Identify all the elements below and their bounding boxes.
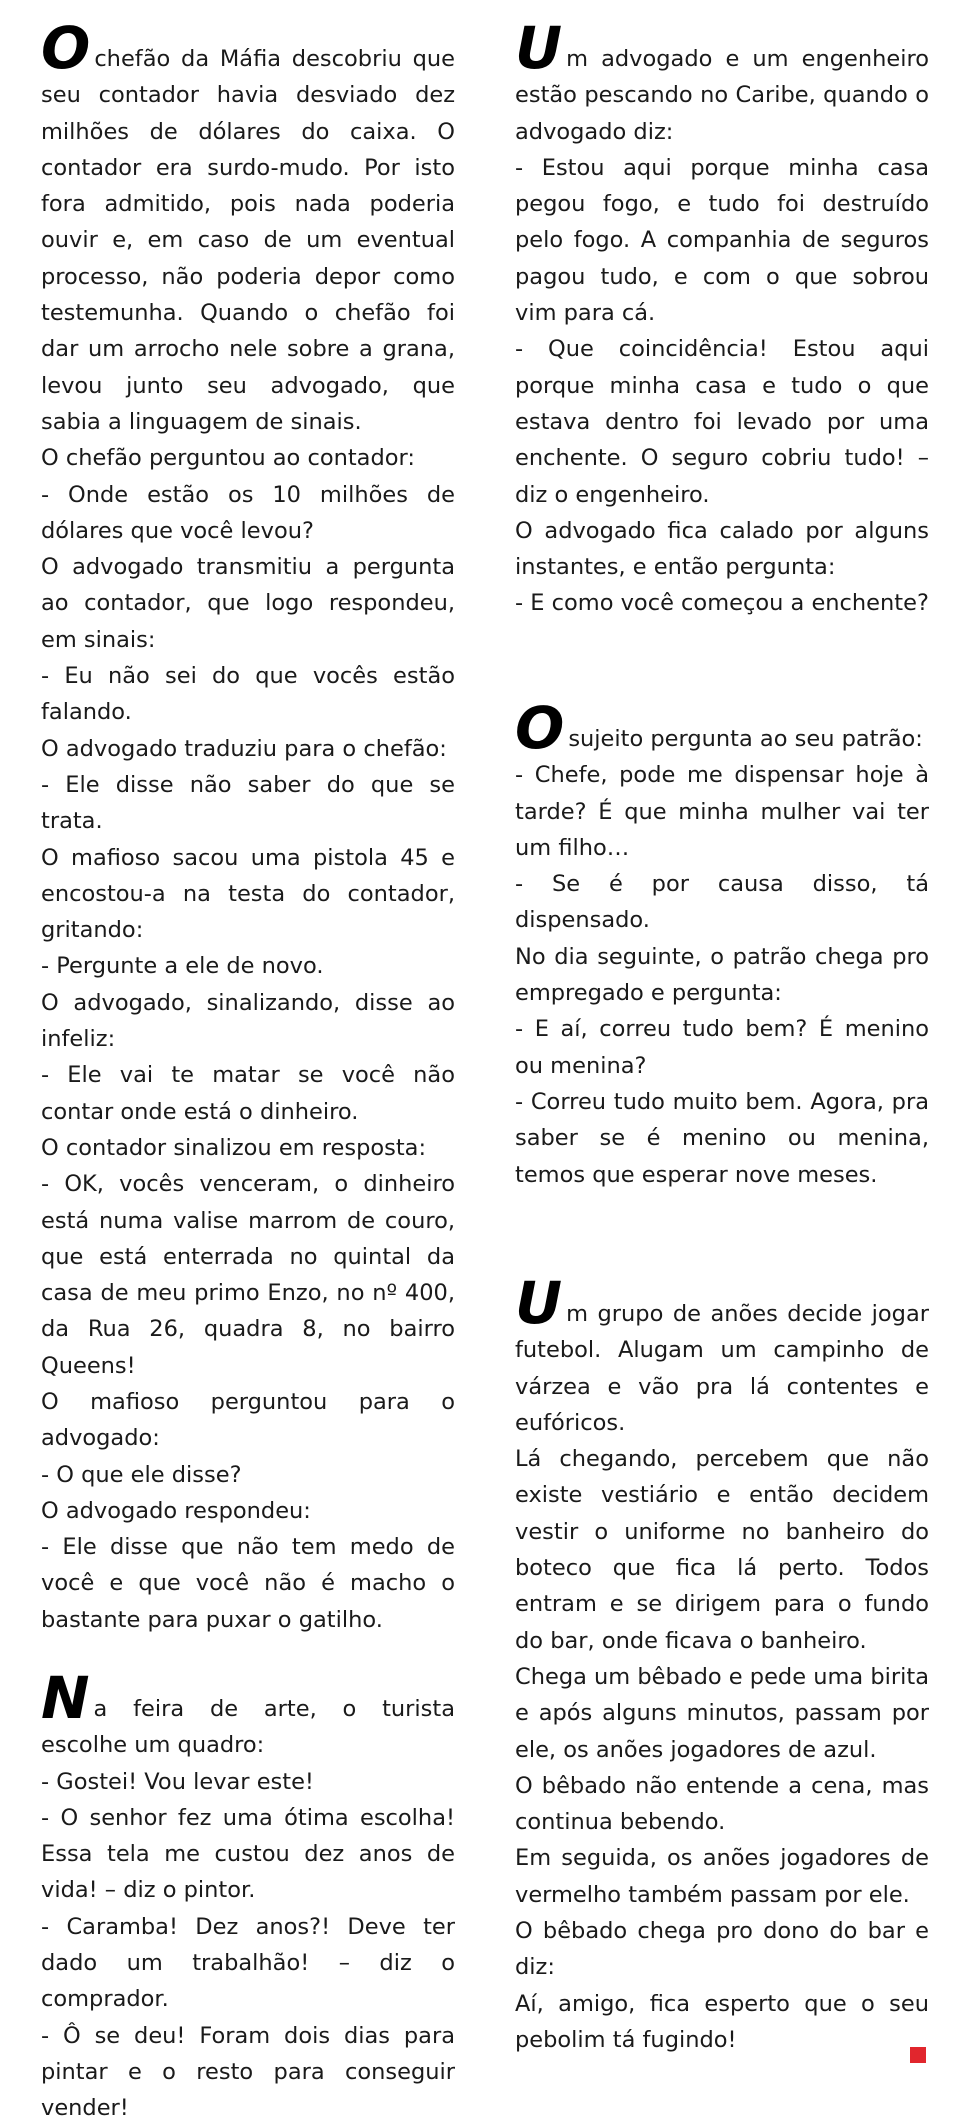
- paragraph: - Gostei! Vou levar este!: [41, 1768, 314, 1795]
- paragraph: - Ele disse que não tem medo de você e que você não é macho o bastante para puxar o gatilho.: [41, 1534, 455, 1633]
- paragraph: O advogado fica calado por alguns instantes, e então pergunta:: [515, 517, 929, 581]
- paragraph: No dia seguinte, o patrão chega pro empregado e pergunta:: [515, 943, 929, 1007]
- paragraph: [515, 694, 929, 762]
- paragraph: [515, 1269, 929, 1441]
- paragraph: Aí, amigo, fica esperto que o seu pebolim tá fugindo!: [515, 1990, 929, 2053]
- paragraph: O advogado respondeu:: [41, 1497, 311, 1524]
- paragraph: O chefão perguntou ao contador:: [41, 445, 415, 472]
- paragraph: - E como você começou a enchente?: [515, 590, 929, 617]
- paragraph-text: m advogado e um engenheiro estão pescando no Caribe, quando o advogado diz:: [515, 46, 929, 145]
- paragraph: - Correu tudo muito bem. Agora, pra saber se é menino ou menina, temos que esperar nove meses.: [515, 1088, 929, 1188]
- paragraph: - Estou aqui porque minha casa pegou fogo, e tudo foi destruído pelo fogo. A companhia de seguros pagou tudo, e com o que sobrou vim para cá.: [515, 154, 929, 327]
- paragraph: [515, 14, 929, 150]
- paragraph: [41, 14, 455, 440]
- paragraph: - O senhor fez uma ótima escolha! Essa tela me custou dez anos de vida! – diz o pintor.: [41, 1804, 455, 1904]
- drop-cap: O: [515, 694, 565, 762]
- drop-cap: O: [41, 14, 91, 82]
- paragraph: O mafioso perguntou para o advogado:: [41, 1388, 455, 1452]
- drop-cap: N: [41, 1664, 90, 1732]
- paragraph: - Pergunte a ele de novo.: [41, 953, 324, 980]
- paragraph: Chega um bêbado e pede uma birita e após alguns minutos, passam por ele, os anões jogadores de azul.: [515, 1663, 929, 1763]
- drop-cap: U: [515, 1269, 563, 1337]
- paragraph-text: chefão da Máfia descobriu que seu contador havia desviado dez milhões de dólares do caixa. O contador era surdo-mudo. Por isto fora admitido, pois nada poderia ouvir e, em caso de um eventual processo, não poderia depor como testemunha. Quando o chefão foi dar um arrocho nele sobre a grana, levou junto seu advogado, que sabia a linguagem de sinais.: [41, 46, 455, 435]
- paragraph: - Que coincidência! Estou aqui porque minha casa e tudo o que estava dentro foi levado por uma enchente. O seguro cobriu tudo! – diz o engenheiro.: [515, 336, 929, 508]
- paragraph: - E aí, correu tudo bem? É menino ou menina?: [515, 1016, 929, 1079]
- joke-mafia-accountant: [41, 14, 455, 1638]
- paragraph: O bêbado não entende a cena, mas continua bebendo.: [515, 1772, 929, 1836]
- paragraph: - OK, vocês venceram, o dinheiro está numa valise marrom de couro, que está enterrada no quintal da casa de meu primo Enzo, no nº 400, da Rua 26, quadra 8, no bairro Queens!: [41, 1171, 455, 1379]
- paragraph: - Caramba! Dez anos?! Deve ter dado um trabalhão! – diz o comprador.: [41, 1913, 455, 2013]
- paragraph: - Eu não sei do que vocês estão falando.: [41, 663, 455, 726]
- paragraph: - Ô se deu! Foram dois dias para pintar e o resto para conseguir vender!: [41, 2022, 455, 2122]
- paragraph: O advogado traduziu para o chefão:: [41, 735, 447, 762]
- joke-lawyer-engineer: [515, 14, 929, 622]
- paragraph: O advogado, sinalizando, disse ao infeliz:: [41, 989, 455, 1053]
- paragraph: - Ele vai te matar se você não contar onde está o dinheiro.: [41, 1062, 455, 1125]
- end-of-article-square-icon: [910, 2047, 926, 2063]
- paragraph: - Chefe, pode me dispensar hoje à tarde? É que minha mulher vai ter um filho…: [515, 762, 929, 861]
- paragraph-text: sujeito pergunta ao seu patrão:: [568, 726, 923, 752]
- paragraph: - Se é por causa disso, tá dispensado.: [515, 871, 929, 934]
- paragraph: - O que ele disse?: [41, 1461, 242, 1488]
- paragraph: - Ele disse não saber do que se trata.: [41, 771, 455, 835]
- paragraph-text: a feira de arte, o turista escolhe um quadro:: [41, 1696, 455, 1759]
- paragraph: O bêbado chega pro dono do bar e diz:: [515, 1918, 929, 1981]
- joke-dwarves-football: [515, 1269, 929, 2058]
- drop-cap: U: [515, 14, 563, 82]
- paragraph: Lá chegando, percebem que não existe vestiário e então decidem vestir o uniforme no banheiro do boteco que fica lá perto. Todos entram e se dirigem para o fundo do bar, onde ficava o banheiro.: [515, 1446, 929, 1654]
- joke-boss-baby: [515, 694, 929, 1193]
- paragraph-text: m grupo de anões decide jogar futebol. Alugam um campinho de várzea e vão pra lá contentes e eufóricos.: [515, 1301, 929, 1436]
- paragraph: [41, 1664, 455, 1764]
- joke-art-fair: [41, 1664, 455, 2127]
- paragraph: - Onde estão os 10 milhões de dólares que você levou?: [41, 481, 455, 544]
- paragraph: O contador sinalizou em resposta:: [41, 1134, 427, 1161]
- paragraph: Em seguida, os anões jogadores de vermelho também passam por ele.: [515, 1845, 929, 1908]
- paragraph: O advogado transmitiu a pergunta ao contador, que logo respondeu, em sinais:: [41, 554, 455, 653]
- paragraph: O mafioso sacou uma pistola 45 e encostou-a na testa do contador, gritando:: [41, 844, 455, 944]
